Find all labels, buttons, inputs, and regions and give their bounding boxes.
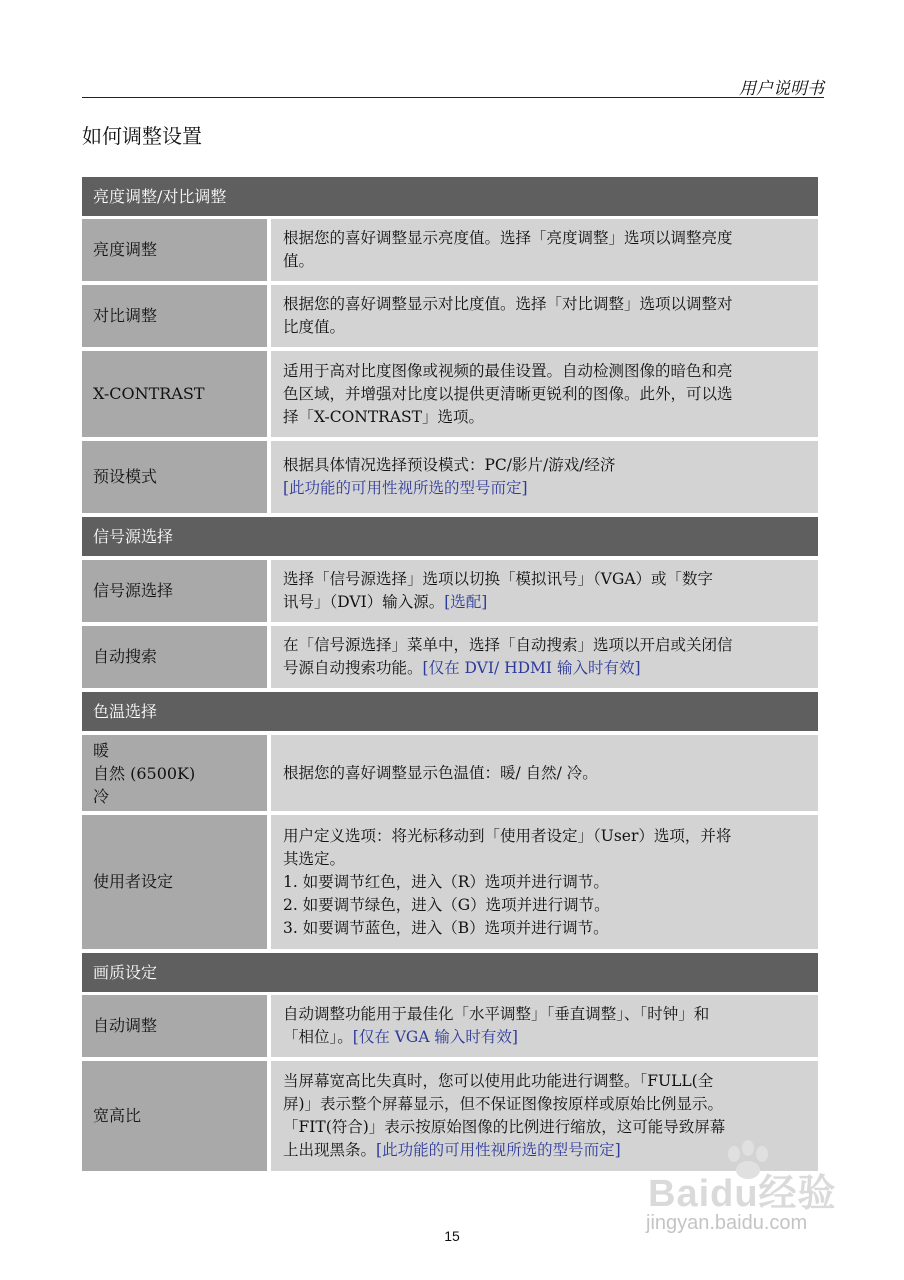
table-row-auto-adjust	[82, 995, 818, 1057]
row-desc-preset-mode: 根据具体情况选择预设模式：PC/影片/游戏/经济 [此功能的可用性视所选的型号而定]	[271, 441, 818, 513]
table-row-contrast	[82, 285, 818, 347]
row-label-auto-search: 自动搜索	[82, 626, 267, 688]
row-desc-auto-adjust: 自动调整功能用于最佳化「水平调整」「垂直调整」、「时钟」和 「相位」。[仅在 VGA 输入时有效]	[271, 995, 818, 1057]
page-number: 15	[444, 1228, 460, 1244]
table-row-user-setting	[82, 815, 818, 949]
row-desc-user-setting: 用户定义选项：将光标移动到「使用者设定」（User）选项，并将 其选定。 1. 如要调节红色，进入（R）选项并进行调节。 2. 如要调节绿色，进入（G）选项并进行调节。 3. 如要调节蓝色，进入（B）选项并进行调节。	[271, 815, 818, 949]
row-desc-color-temperature: 根据您的喜好调整显示色温值：暖/ 自然/ 冷。	[271, 735, 818, 811]
watermark-brand: Baidu经验	[648, 1173, 837, 1215]
row-label-auto-adjust: 自动调整	[82, 995, 267, 1057]
availability-note: [此功能的可用性视所选的型号而定]	[376, 1141, 621, 1159]
baidu-watermark	[640, 1140, 860, 1240]
section-header-input-source: 信号源选择	[82, 517, 818, 556]
optional-note: [选配]	[444, 593, 488, 611]
section-header-image-quality: 画质设定	[82, 953, 818, 992]
section-header-color-temperature: 色温选择	[82, 692, 818, 731]
row-desc-brightness: 根据您的喜好调整显示亮度值。选择「亮度调整」选项以调整亮度 值。	[271, 219, 818, 281]
table-row-input-source	[82, 560, 818, 622]
row-label-xcontrast: X-CONTRAST	[82, 351, 267, 437]
row-label-aspect-ratio: 宽高比	[82, 1061, 267, 1171]
header-rule	[82, 97, 824, 98]
row-label-user-setting: 使用者设定	[82, 815, 267, 949]
row-desc-aspect-ratio: 当屏幕宽高比失真时，您可以使用此功能进行调整。「FULL(全 屏)」表示整个屏幕显示，但不保证图像按原样或原始比例显示。 「FIT(符合)」表示按原始图像的比例进行缩放，这可能导致屏幕 上出现黑条。[此功能的可用性视所选的型号而定]	[271, 1061, 818, 1171]
dvi-hdmi-note: [仅在 DVI/ HDMI 输入时有效]	[422, 659, 641, 677]
table-row-xcontrast	[82, 351, 818, 437]
row-label-preset-mode: 预设模式	[82, 441, 267, 513]
page-heading: 如何调整设置	[82, 124, 202, 148]
row-label-input-source: 信号源选择	[82, 560, 267, 622]
vga-note: [仅在 VGA 输入时有效]	[352, 1028, 518, 1046]
row-label-contrast: 对比调整	[82, 285, 267, 347]
table-row-auto-search	[82, 626, 818, 688]
row-desc-contrast: 根据您的喜好调整显示对比度值。选择「对比调整」选项以调整对 比度值。	[271, 285, 818, 347]
availability-note: [此功能的可用性视所选的型号而定]	[283, 479, 528, 497]
document-header-title: 用户说明书	[739, 79, 824, 99]
table-row-brightness	[82, 219, 818, 281]
watermark-url: jingyan.baidu.com	[646, 1212, 808, 1234]
section-header-brightness-contrast: 亮度调整/对比调整	[82, 177, 818, 216]
table-row-preset-mode	[82, 441, 818, 513]
row-label-brightness: 亮度调整	[82, 219, 267, 281]
table-row-color-temperature	[82, 735, 818, 811]
row-desc-input-source: 选择「信号源选择」选项以切换「模拟讯号」（VGA）或「数字 讯号」（DVI）输入源。[选配]	[271, 560, 818, 622]
row-label-color-temperature: 暖 自然 (6500K) 冷	[82, 735, 267, 811]
row-desc-xcontrast: 适用于高对比度图像或视频的最佳设置。自动检测图像的暗色和亮 色区域，并增强对比度以提供更清晰更锐利的图像。此外，可以选 择「X-CONTRAST」选项。	[271, 351, 818, 437]
row-desc-auto-search: 在「信号源选择」菜单中，选择「自动搜索」选项以开启或关闭信 号源自动搜索功能。[仅在 DVI/ HDMI 输入时有效]	[271, 626, 818, 688]
